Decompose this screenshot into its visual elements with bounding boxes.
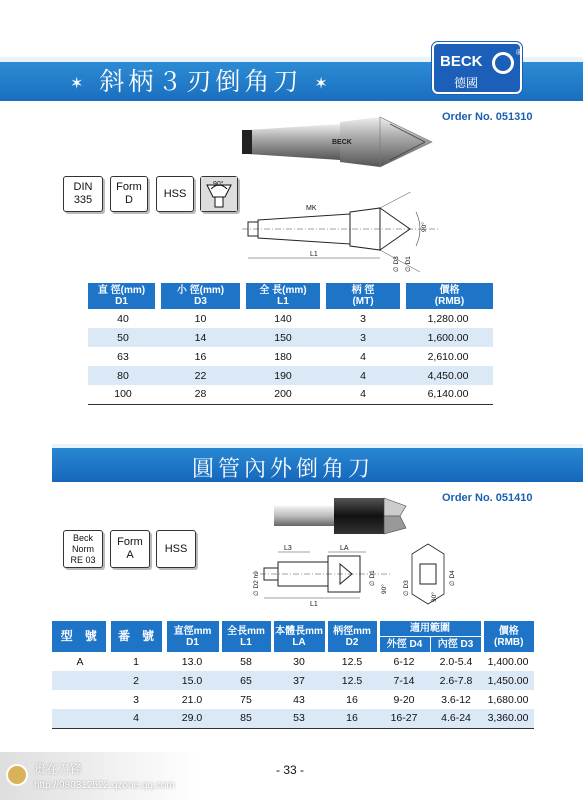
beck-norm-re03-badge: Beck Norm RE 03 [63,530,103,568]
section1-title: ✶ 斜柄３刃倒角刀 ✶ [70,67,332,96]
swirl-icon [492,52,514,74]
section1-technical-drawing [240,192,450,274]
table-header: 直 徑(mm) D1 [88,283,158,309]
table-header: 柄 徑 (MT) [323,283,403,309]
svg-text:90°: 90° [431,592,438,602]
page-number: - 33 - [276,763,305,777]
countersink-tool-image [240,112,440,174]
svg-text:∅ D1: ∅ D1 [405,256,412,272]
table-header: 價格 (RMB) [403,283,493,309]
table-header: 全長mm L1 [220,621,272,652]
svg-text:90°: 90° [381,584,388,594]
form-a-badge: Form A [110,530,150,568]
table-header-row [52,621,534,637]
svg-text:L1: L1 [310,601,318,608]
table-row: 63 16 180 4 2,610.00 [117,350,469,363]
section2-order-number: Order No. 051410 [442,492,533,504]
section2-spec-table [52,621,534,729]
table-subheader: 外徑 D4 [378,637,430,653]
table-header: 柄徑mm D2 [326,621,378,652]
table-row: 2 15.0 65 37 12.5 7-14 2.6-7.8 1,450.00 [52,671,534,690]
table-row: 3 21.0 75 43 16 9-20 3.6-12 1,680.00 [133,693,529,706]
table-row: 100 28 200 4 6,140.00 [88,385,493,404]
table-row: 40 10 140 3 1,280.00 [117,312,469,325]
star-icon: ✶ [314,73,332,93]
beck-logo: BECK ® 德國 [432,42,522,94]
tube-chamfer-tool-image [272,492,412,540]
svg-text:L3: L3 [284,545,292,552]
mk-label: MK [306,205,317,212]
hss-badge-2: HSS [156,530,196,568]
section1-spec-table [88,283,493,405]
svg-text:90°: 90° [421,222,428,232]
table-header-row [88,283,493,309]
table-row: 50 14 150 3 1,600.00 [88,328,493,347]
watermark: 贵在刀锋 http://980312522.qzone.qq.com [0,752,200,800]
watermark-avatar-icon [6,764,28,786]
countersink-angle-icon [201,177,237,211]
table-header: 價格 (RMB) [482,621,534,652]
svg-text:∅ D3: ∅ D3 [393,256,400,272]
svg-text:∅ D2 h9: ∅ D2 h9 [253,571,260,596]
tool-engraving: BECK [332,139,352,146]
svg-text:∅ D4: ∅ D4 [449,570,456,586]
l1-label: L1 [310,251,318,258]
table-header: 番 號 [108,621,164,652]
star-icon: ✶ [70,73,88,93]
svg-text:LA: LA [340,545,349,552]
table-header: 型 號 [52,621,108,652]
svg-text:90°: 90° [213,181,224,188]
table-header: 小 徑(mm) D3 [158,283,243,309]
table-header: 適用範圍 [378,621,482,637]
table-row: 80 22 190 4 4,450.00 [88,366,493,385]
table-row: 4 29.0 85 53 16 16-27 4.6-24 3,360.00 [52,709,534,728]
svg-text:∅ D1: ∅ D1 [369,570,376,586]
section1-order-number: Order No. 051310 [442,111,533,123]
table-header: 直徑mm D1 [164,621,220,652]
din-335-badge: DIN 335 [63,176,103,212]
form-d-badge: Form D [110,176,148,212]
table-header: 全 長(mm) L1 [243,283,323,309]
table-header: 本體長mm LA [272,621,326,652]
svg-text:∅ D3: ∅ D3 [403,580,410,596]
table-subheader: 內徑 D3 [430,637,482,653]
section2-technical-drawing [240,540,460,608]
table-row: A 1 13.0 58 30 12.5 6-12 2.0-5.4 1,400.00 [76,655,529,668]
section2-title: 圓管內外倒角刀 [192,457,375,482]
angle-90-badge [200,176,238,212]
hss-badge: HSS [156,176,194,212]
